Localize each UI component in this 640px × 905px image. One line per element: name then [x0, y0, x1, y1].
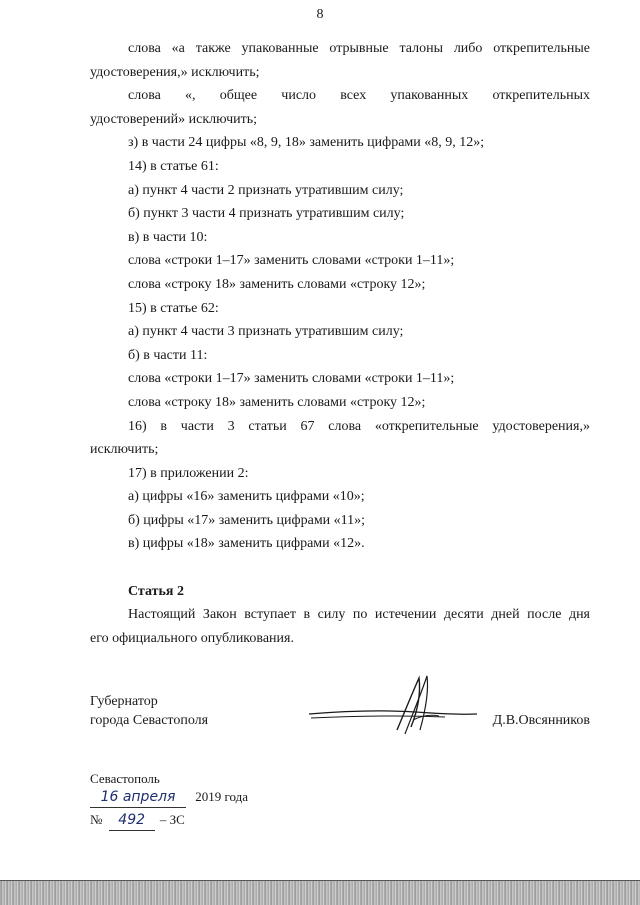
- footer-city: Севастополь: [90, 771, 160, 786]
- text-line: слова «строку 18» заменить словами «строку 12»;: [128, 394, 426, 410]
- footer-date-row: [90, 787, 248, 808]
- text-line: б) цифры «17» заменить цифрами «11»;: [128, 512, 366, 528]
- handwritten-signature: [305, 672, 480, 742]
- text-line: слова «строки 1–17» заменить словами «строки 1–11»;: [128, 253, 455, 269]
- article-text-line: его официального опубликования.: [90, 630, 294, 646]
- article-text-line: Настоящий Закон вступает в силу по истечении десяти дней после дня: [128, 607, 590, 623]
- text-line: з) в части 24 цифры «8, 9, 18» заменить цифрами «8, 9, 12»;: [128, 135, 485, 151]
- text-line: 17) в приложении 2:: [128, 465, 249, 481]
- text-line: удостоверения,» исключить;: [90, 64, 260, 80]
- text-line: в) цифры «18» заменить цифрами «12».: [128, 536, 365, 552]
- text-line: слова «строку 18» заменить словами «строку 12»;: [128, 276, 426, 292]
- text-line: 15) в статье 62:: [128, 300, 219, 316]
- number-prefix: №: [90, 812, 103, 827]
- signatory-name: Д.В.Овсянников: [492, 713, 590, 728]
- text-line: исключить;: [90, 442, 159, 458]
- text-line: б) пункт 3 части 4 признать утратившим силу;: [128, 206, 405, 222]
- text-line: а) пункт 4 части 2 признать утратившим силу;: [128, 182, 404, 198]
- handwritten-number: 492: [109, 810, 155, 831]
- text-line: 14) в статье 61:: [128, 158, 219, 174]
- signatory-title: Губернатор: [90, 694, 158, 709]
- text-line: удостоверений» исключить;: [90, 111, 258, 127]
- text-line: слова «а также упакованные отрывные талоны либо открепительные: [128, 41, 590, 56]
- page-number: 8: [316, 7, 324, 22]
- document-footer: [90, 770, 248, 831]
- text-line: 16) в части 3 статьи 67 слова «открепительные удостоверения,»: [128, 418, 590, 434]
- text-line: а) цифры «16» заменить цифрами «10»;: [128, 489, 365, 505]
- text-line: а) пункт 4 части 3 признать утратившим силу;: [128, 324, 404, 340]
- scan-edge-strip: [0, 881, 640, 905]
- document-body: [90, 37, 590, 650]
- footer-number-row: [90, 810, 248, 831]
- text-line: в) в части 10:: [128, 229, 208, 245]
- signatory-title: города Севастополя: [90, 713, 209, 728]
- footer-year: 2019 года: [195, 789, 249, 804]
- article-heading: Статья 2: [128, 583, 184, 599]
- text-line: слова «, общее число всех упакованных открепительных: [128, 88, 590, 104]
- number-suffix: – ЗС: [159, 812, 185, 827]
- handwritten-date: 16 апреля: [90, 787, 186, 808]
- signature-block: [90, 692, 590, 742]
- text-line: б) в части 11:: [128, 347, 208, 363]
- text-line: слова «строки 1–17» заменить словами «строки 1–11»;: [128, 371, 455, 387]
